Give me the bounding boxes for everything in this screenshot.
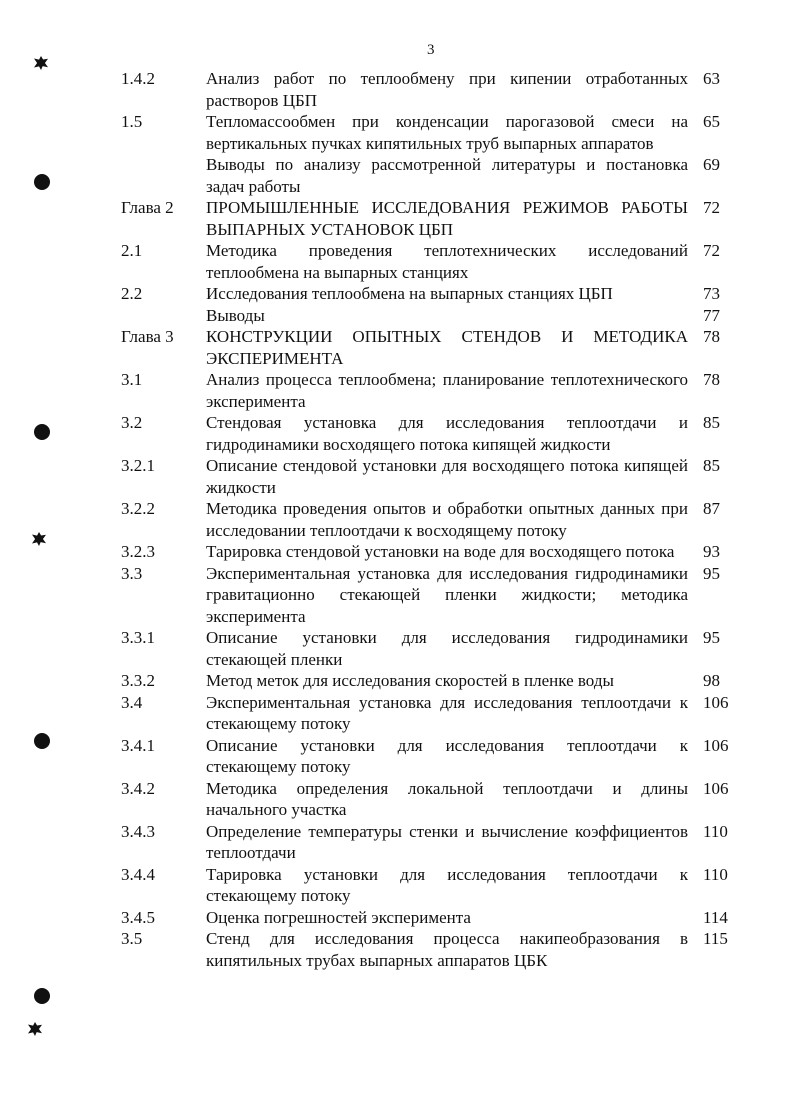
toc-entry <box>0 197 793 240</box>
toc-entry-title: Описание стендовой установки для восходящего потока кипящей жидкости <box>206 456 688 497</box>
toc-entry-title: Метод меток для исследования скоростей в пленке воды <box>206 671 614 690</box>
toc-entry-page: 72 <box>703 241 720 260</box>
toc-entry-page: 93 <box>703 542 720 561</box>
toc-entry-page: 78 <box>703 327 720 346</box>
table-of-contents <box>0 68 793 971</box>
toc-entry-title: Методика проведения теплотехнических исследований теплообмена на выпарных станциях <box>206 241 688 282</box>
toc-entry-number: 3.2.1 <box>121 456 155 475</box>
toc-entry <box>0 821 793 864</box>
toc-entry-number: 2.1 <box>121 241 143 260</box>
toc-entry-page: 69 <box>703 155 720 174</box>
toc-entry-page: 72 <box>703 198 720 217</box>
toc-entry <box>0 455 793 498</box>
toc-entry-number: 3.3.1 <box>121 628 155 647</box>
toc-entry <box>0 627 793 670</box>
toc-entry-page: 85 <box>703 413 720 432</box>
toc-entry-page: 106 <box>703 778 729 798</box>
toc-entry-page: 106 <box>703 735 729 755</box>
toc-entry <box>0 369 793 412</box>
punch-hole <box>34 988 50 1004</box>
toc-entry <box>0 864 793 907</box>
toc-entry <box>0 670 793 692</box>
toc-entry-title: Тарировка установки для исследования теплоотдачи к стекающему потоку <box>206 864 688 905</box>
toc-entry-title: Определение температуры стенки и вычисление коэффициентов теплоотдачи <box>206 821 688 862</box>
toc-entry-page: 77 <box>703 305 720 325</box>
toc-entry-page: 115 <box>703 929 728 948</box>
toc-entry-number: 3.2.3 <box>121 542 155 561</box>
toc-entry-page: 98 <box>703 671 720 690</box>
toc-entry-page: 85 <box>703 456 720 475</box>
toc-entry-title: Выводы <box>206 305 265 325</box>
toc-entry-number: Глава 2 <box>121 198 174 217</box>
toc-entry-number: 3.2 <box>121 413 143 432</box>
toc-entry <box>0 68 793 111</box>
toc-entry-title: КОНСТРУКЦИИ ОПЫТНЫХ СТЕНДОВ И МЕТОДИКА ЭКСПЕРИМЕНТА <box>206 327 688 368</box>
toc-entry <box>0 928 793 971</box>
toc-entry-page: 95 <box>703 563 720 583</box>
toc-entry <box>0 541 793 563</box>
toc-entry-number: 3.4 <box>121 692 143 712</box>
toc-entry <box>0 283 793 305</box>
toc-entry-number: 3.4.2 <box>121 778 155 798</box>
toc-entry-page: 87 <box>703 499 720 518</box>
toc-entry-number: 3.3.2 <box>121 671 155 690</box>
toc-entry <box>0 498 793 541</box>
toc-entry-number: Глава 3 <box>121 327 174 346</box>
ink-blot <box>28 1022 42 1036</box>
toc-entry <box>0 563 793 628</box>
toc-entry-title: Тепломассообмен при конденсации парогазовой смеси на вертикальных пучках кипятильных труб выпарных аппаратов <box>206 112 688 153</box>
toc-entry-title: Тарировка стендовой установки на воде для восходящего потока <box>206 542 675 561</box>
toc-entry-title: Выводы по анализу рассмотренной литературы и постановка задач работы <box>206 155 688 196</box>
toc-entry-title: Методика определения локальной теплоотдачи и длины начального участка <box>206 778 688 819</box>
toc-entry <box>0 326 793 369</box>
toc-entry-title: Стенд для исследования процесса накипеобразования в кипятильных трубах выпарных аппаратов ЦБК <box>206 929 688 970</box>
toc-entry-number: 3.3 <box>121 563 143 583</box>
toc-entry <box>0 735 793 778</box>
toc-entry-number: 2.2 <box>121 284 143 303</box>
toc-entry-page: 110 <box>703 864 728 884</box>
toc-entry-page: 95 <box>703 628 720 647</box>
toc-entry-title: Описание установки для исследования теплоотдачи к стекающему потоку <box>206 735 688 776</box>
toc-entry <box>0 692 793 735</box>
toc-entry <box>0 240 793 283</box>
toc-entry-page: 73 <box>703 284 720 303</box>
toc-entry-title: Исследования теплообмена на выпарных станциях ЦБП <box>206 284 613 303</box>
toc-entry-page: 65 <box>703 112 720 131</box>
toc-entry-number: 3.1 <box>121 370 143 389</box>
toc-entry-title: Экспериментальная установка для исследования гидродинамики гравитационно стекающей пленки жидкости; методика эксперимента <box>206 563 688 626</box>
toc-entry-title: ПРОМЫШЛЕННЫЕ ИССЛЕДОВАНИЯ РЕЖИМОВ РАБОТЫ ВЫПАРНЫХ УСТАНОВОК ЦБП <box>206 198 688 239</box>
toc-entry <box>0 154 793 197</box>
page-number: 3 <box>427 42 435 58</box>
toc-entry-title: Экспериментальная установка для исследования теплоотдачи к стекающему потоку <box>206 692 688 733</box>
toc-entry-page: 78 <box>703 370 720 389</box>
toc-entry-page: 106 <box>703 692 729 712</box>
toc-entry-number: 3.4.3 <box>121 821 155 841</box>
toc-entry-number: 3.5 <box>121 929 143 948</box>
toc-entry-title: Анализ работ по теплообмену при кипении отработанных растворов ЦБП <box>206 69 688 110</box>
toc-entry-number: 3.2.2 <box>121 499 155 518</box>
toc-entry <box>0 305 793 327</box>
toc-entry-number: 1.4.2 <box>121 69 155 88</box>
toc-entry-title: Описание установки для исследования гидродинамики стекающей пленки <box>206 628 688 669</box>
toc-entry <box>0 778 793 821</box>
toc-entry-page: 114 <box>703 907 728 927</box>
toc-entry-number: 3.4.5 <box>121 907 155 927</box>
toc-entry-number: 3.4.4 <box>121 864 155 884</box>
toc-entry <box>0 907 793 929</box>
toc-entry-title: Стендовая установка для исследования теплоотдачи и гидродинамики восходящего потока кипящей жидкости <box>206 413 688 454</box>
toc-entry-number: 1.5 <box>121 112 143 131</box>
toc-entry-title: Анализ процесса теплообмена; планирование теплотехнического эксперимента <box>206 370 688 411</box>
toc-entry-title: Оценка погрешностей эксперимента <box>206 907 471 927</box>
toc-entry-page: 63 <box>703 69 720 88</box>
toc-entry-number: 3.4.1 <box>121 735 155 755</box>
toc-entry <box>0 412 793 455</box>
toc-entry-page: 110 <box>703 821 728 841</box>
toc-entry <box>0 111 793 154</box>
toc-entry-title: Методика проведения опытов и обработки опытных данных при исследовании теплоотдачи к восходящему потоку <box>206 499 688 540</box>
